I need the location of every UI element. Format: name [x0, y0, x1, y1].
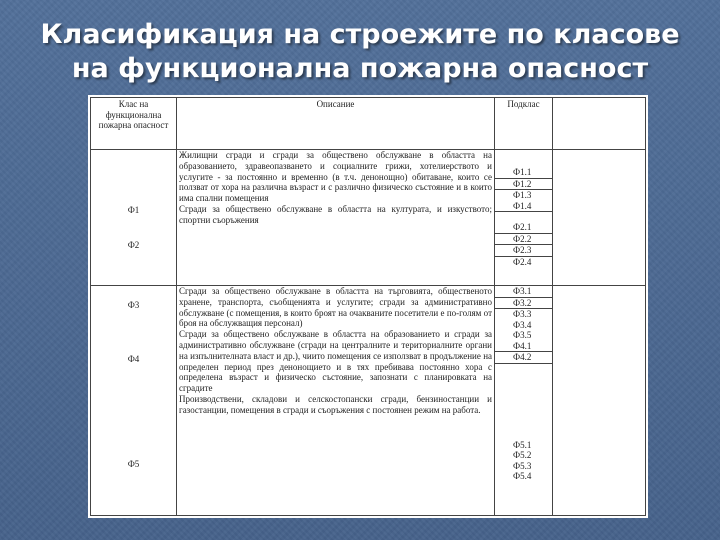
subclass-item: Ф2.3 — [495, 245, 552, 257]
subclass-item: Ф4.1 — [495, 341, 552, 353]
class-cell-f1-f2 — [91, 150, 177, 286]
subclass-item: Ф3.1 — [495, 286, 552, 298]
extra-cell — [553, 286, 646, 516]
subclass-item: Ф2.2 — [495, 234, 552, 246]
slide-title — [0, 18, 720, 86]
classification-table — [90, 97, 646, 516]
subclass-item: Ф5.4 — [513, 471, 532, 481]
class-cell-f3-f5 — [91, 286, 177, 516]
table-row — [91, 150, 646, 286]
description-f4: Сгради за обществено обслужване в областта на образованието и сгради за административно обслужване (сгради на централните и териториалните органи на изпълнителната власт и др.), чиито помещения се използват в продължение на определен период през денонощието и в тях пребивава постоянно хора с определена възраст и физическо състояние, запознати с планировката на сградите — [179, 329, 492, 394]
classification-table-image — [88, 95, 648, 518]
subclass-item: Ф4.2 — [495, 352, 552, 364]
description-f1: Жилищни сгради и сгради за обществено обслужване в областта на образованието, здравеопазването и социалните грижи, хотелиерството и услугите - за постоянно и временно (в т.ч. денонощно) обитаване, които се ползват от хора на различна възраст и с различно физическо състояние и в които има спални помещения — [179, 150, 492, 204]
subclass-item: Ф2.1 — [495, 222, 552, 234]
description-f1-f2 — [177, 150, 495, 286]
subclass-item: Ф5.3 — [513, 460, 532, 471]
subclass-cell-f3-f5 — [495, 286, 553, 516]
description-f2: Сгради за обществено обслужване в областта на културата, и изкуството; спортни съоръжения — [179, 203, 492, 225]
description-f3-f5 — [177, 286, 495, 516]
header-extra — [553, 98, 646, 150]
subclass-item: Ф5.1 — [513, 439, 532, 450]
class-label-f3: Ф3 — [127, 300, 140, 310]
slide-title-line-1: Класификация на строежите по класове — [40, 19, 680, 50]
subclass-item: Ф3.3 — [513, 309, 532, 319]
subclass-item: Ф1.2 — [495, 179, 552, 191]
description-f5: Производствени, складови и селскостопански сгради, бензиностанции и газостанции, помещения в сгради и съоръжения с постоянен режим на работа. — [179, 393, 492, 415]
header-subclass: Подклас — [495, 98, 553, 150]
subclass-item: Ф2.4 — [513, 256, 532, 267]
class-label-f4: Ф4 — [127, 354, 140, 364]
slide-title-line-2: на функционална пожарна опасност — [71, 53, 649, 84]
table-row — [91, 286, 646, 516]
subclass-item: Ф3.2 — [495, 298, 552, 310]
description-f3: Сгради за обществено обслужване в областта на търговията, общественото хранене, транспорта, съобщенията и услугите; сгради за административно обслужване (с помещения, в които броят на очакваните посетители е по-голям от броя на обслужващия персонал) — [179, 286, 492, 329]
subclass-item: Ф3.5 — [513, 330, 532, 340]
extra-cell — [553, 150, 646, 286]
subclass-item: Ф3.4 — [513, 319, 532, 330]
class-label-f5: Ф5 — [127, 459, 140, 469]
header-class: Клас на функционална пожарна опасност — [91, 98, 177, 150]
class-label-f2: Ф2 — [127, 240, 140, 250]
subclass-item: Ф1.1 — [495, 167, 552, 179]
subclass-item: Ф1.3 — [513, 190, 532, 200]
subclass-item: Ф1.4 — [495, 201, 552, 213]
subclass-cell-f1-f2 — [495, 150, 553, 286]
class-label-f1: Ф1 — [127, 205, 140, 215]
table-header-row — [91, 98, 646, 150]
subclass-item: Ф5.2 — [513, 450, 532, 460]
header-description: Описание — [177, 98, 495, 150]
